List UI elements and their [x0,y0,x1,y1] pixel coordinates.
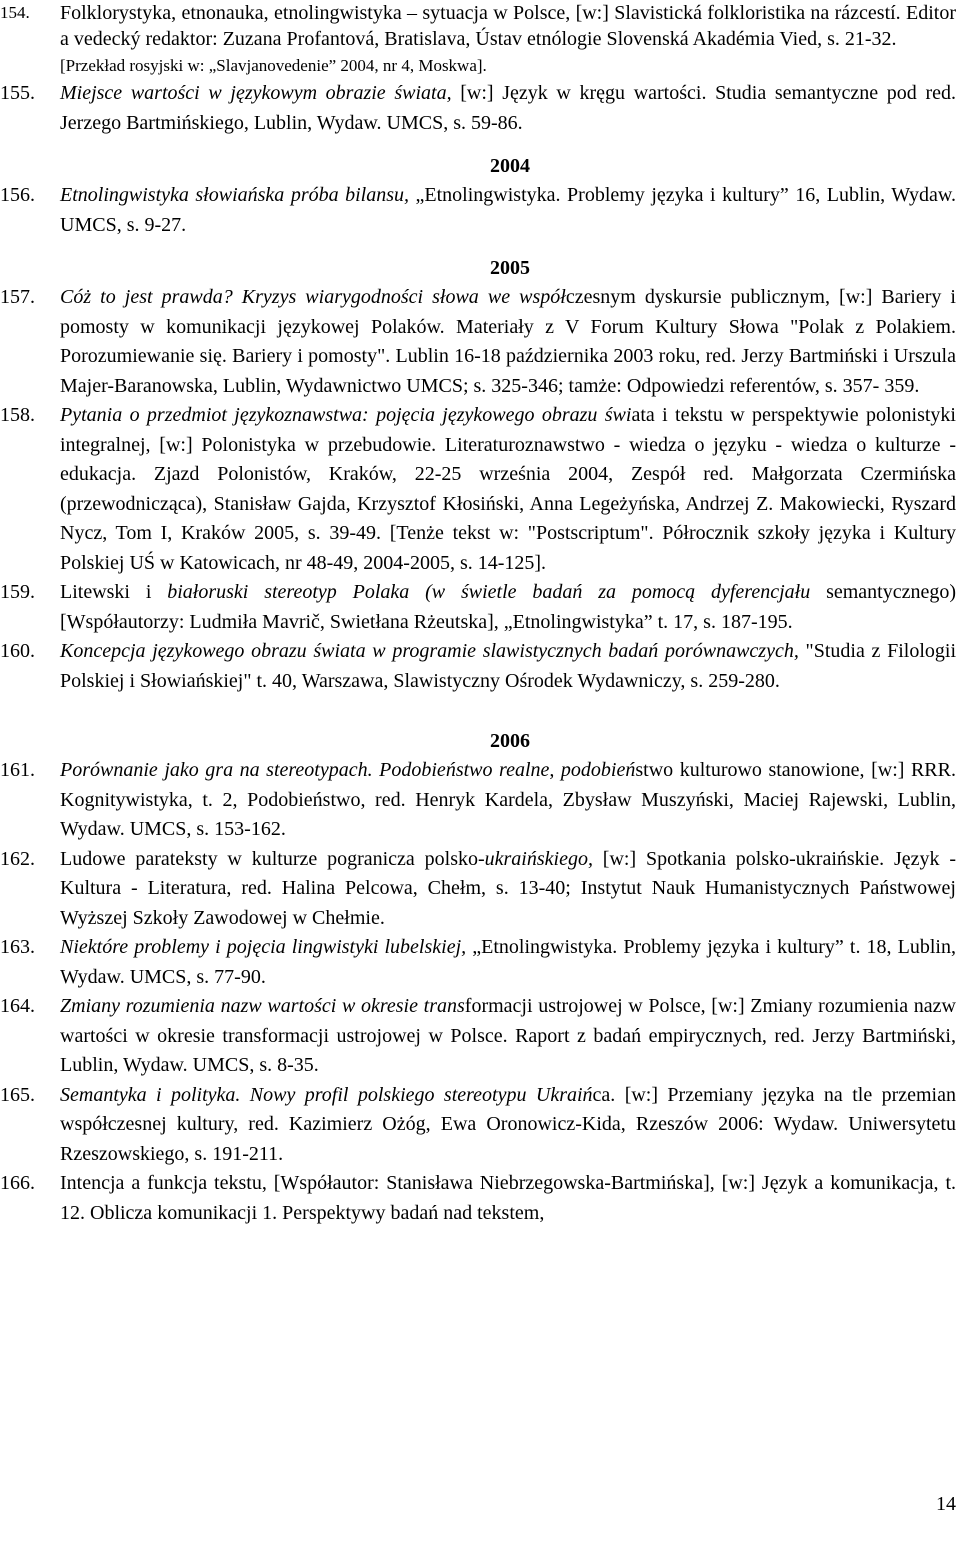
entry-number: 161. [0,759,35,781]
entry-number: 159. [0,581,35,603]
entry-text: „Etnolingwistyka. Problemy języka i kultury” t. 18, Lublin, Wydaw. UMCS, s. 77-90. [60,936,956,988]
bib-entry-166 [0,1169,960,1228]
entry-number: 163. [0,936,35,958]
bib-entry-161 [0,756,960,845]
bib-entry-165 [0,1081,960,1170]
entry-text: [w:] Spotkania polsko-ukraińskie. Język - Kultura - Literatura, red. Halina Pelcowa, Chełm, s. 13-40; Instytut Nauk Humanistycznych Państwowej Wyższej Szkoły Zawodowej w Chełmie. [60,847,956,929]
entry-title: białoruski stereotyp Polaka (w świetle badań za pomocą dyferencjału [167,581,811,603]
entry-title: Etnolingwistyka słowiańska próba bilansu, [60,184,410,206]
entry-text: ata i tekstu w perspektywie polonistyki integralnej, [w:] Polonistyka w przebudowie. Literaturoznawstwo - wiedza o języku - wiedza o kulturze - edukacja. Zjazd Polonistów, Kraków, 22-25 września 2004, Zespół red. Małgorzata Czermińska (przewodnicząca), Stanisław Gajda, Krzysztof Kłosiński, Anna Legeżyńska, Andrzej Z. Makowiecki, Ryszard Nycz, Tom I, Kraków 2005, s. 39-49. [Tenże tekst w: "Postscriptum". Półrocznik szkoły języka i Kultury Polskiej UŚ w Katowicach, nr 48-49, 2004-2005, s. 14-125]. [60,404,956,574]
entry-note: [Przekład rosyjski w: „Slavjanovedenie” 2004, nr 4, Moskwa]. [60,56,487,75]
entry-title: Niektóre problemy i pojęcia lingwistyki lubelskiej, [60,936,467,958]
year-heading-2006: 2006 [490,730,530,752]
year-heading-2004: 2004 [490,155,530,177]
bib-entry-156 [0,181,960,240]
bib-entry-162 [0,845,960,934]
entry-text: semantycznego) [Współautorzy: Ludmiła Mavrič, Swietłana Rżeutska], „Etnolingwistyka” t. 17, s. 187-195. [60,581,957,633]
entry-text: ca. [w:] Przemiany języka na tle przemian współczesnej kultury, red. Kazimierz Ożóg, Ewa Oronowicz-Kida, Rzeszów 2006: Wydaw. Uniwersytetu Rzeszowskiego, s. 191-211. [60,1083,956,1165]
entry-number: 155. [0,82,35,104]
page-number: 14 [936,1493,956,1515]
entry-number: 160. [0,640,35,662]
entry-text: stwo kulturowo stanowione, [w:] RRR. Kognitywistyka, t. 2, Podobieństwo, red. Henryk Kardela, Zbysław Muszyński, Maciej Rajewski, Lublin, Wydaw. UMCS, s. 153-162. [60,759,956,840]
entry-text: Folklorystyka, etnonauka, etnolingwistyka – sytuacja w Polsce, [w:] Slavistická folkloristika na rázcestí. Editor a vedecký redaktor: Zuzana Profantová, Bratislava, Ústav etnólogie Slovenská Akadémia Vied, s. 21-32. [60,2,956,50]
entry-number: 156. [0,184,35,206]
entry-text: [w:] Język w kręgu wartości. Studia semantyczne pod red. Jerzego Bartmińskiego, Lublin, Wydaw. UMCS, s. 59-86. [60,82,956,134]
entry-text-prefix: Ludowe parateksty w kulturze pogranicza polsko- [60,847,485,870]
entry-number: 157. [0,286,35,308]
bib-entry-159 [0,578,960,637]
entry-title: Semantyka i polityka. Nowy profil polskiego stereotypu Ukraiń [60,1083,593,1106]
bib-entry-163 [0,933,960,992]
bib-entry-160 [0,637,960,696]
entry-number: 165. [0,1083,35,1106]
entry-title: Porównanie jako gra na stereotypach. Podobieństwo realne, podobień [60,759,636,781]
entry-text: „Etnolingwistyka. Problemy języka i kultury” 16, Lublin, Wydaw. UMCS, s. 9-27. [60,184,956,236]
entry-number: 162. [0,847,35,870]
entry-title: Cóż to jest prawda? Kryzys wiarygodności słowa we współ [60,286,566,308]
entry-text: Intencja a funkcja tekstu, [Współautor: Stanisława Niebrzegowska-Bartmińska], [w:] Język a komunikacja, t. 12. Oblicza komunikacji 1. Perspektywy badań nad tekstem, [60,1172,956,1224]
entry-title: Miejsce wartości w językowym obrazie świata, [60,82,452,104]
entry-title: Koncepcja językowego obrazu świata w programie slawistycznych badań porównawczych, [60,640,799,662]
entry-title: Zmiany rozumienia nazw wartości w okresie trans [60,995,465,1017]
entry-text: formacji ustrojowej w Polsce, [w:] Zmiany rozumienia nazw wartości w okresie transformacji ustrojowej w Polsce. Raport z badań empirycznych, red. Jerzy Bartmiński, Lublin, Wydaw. UMCS, s. 8-35. [60,995,956,1076]
entry-text: czesnym dyskursie publicznym, [w:] Bariery i pomosty w komunikacji językowej Polaków. Materiały z V Forum Kultury Słowa "Polak z Polakiem. Porozumiewanie się. Bariery i pomosty". Lublin 16-18 października 2003 roku, red. Jerzy Bartmiński i Urszula Majer-Baranowska, Lublin, Wydawnictwo UMCS; s. 325-346; tamże: Odpowiedzi referentów, s. 357- 359. [60,286,956,397]
entry-number: 154. [0,3,30,22]
entry-text-prefix: Litewski i [60,581,168,603]
entry-title: ukraińskiego, [484,847,593,870]
bib-entry-164 [0,992,960,1081]
entry-number: 158. [0,404,35,426]
entry-number: 164. [0,995,35,1017]
bib-entry-154 [0,0,960,79]
entry-title: Pytania o przedmiot językoznawstwa: pojęcia językowego obrazu świ [60,404,632,426]
bib-entry-155 [0,79,960,138]
entry-text: "Studia z Filologii Polskiej i Słowiańskiej" t. 40, Warszawa, Slawistyczny Ośrodek Wydawniczy, s. 259-280. [60,640,956,692]
bib-entry-157 [0,283,960,401]
entry-number: 166. [0,1172,35,1194]
bib-entry-158 [0,401,960,578]
year-heading-2005: 2005 [490,257,530,279]
